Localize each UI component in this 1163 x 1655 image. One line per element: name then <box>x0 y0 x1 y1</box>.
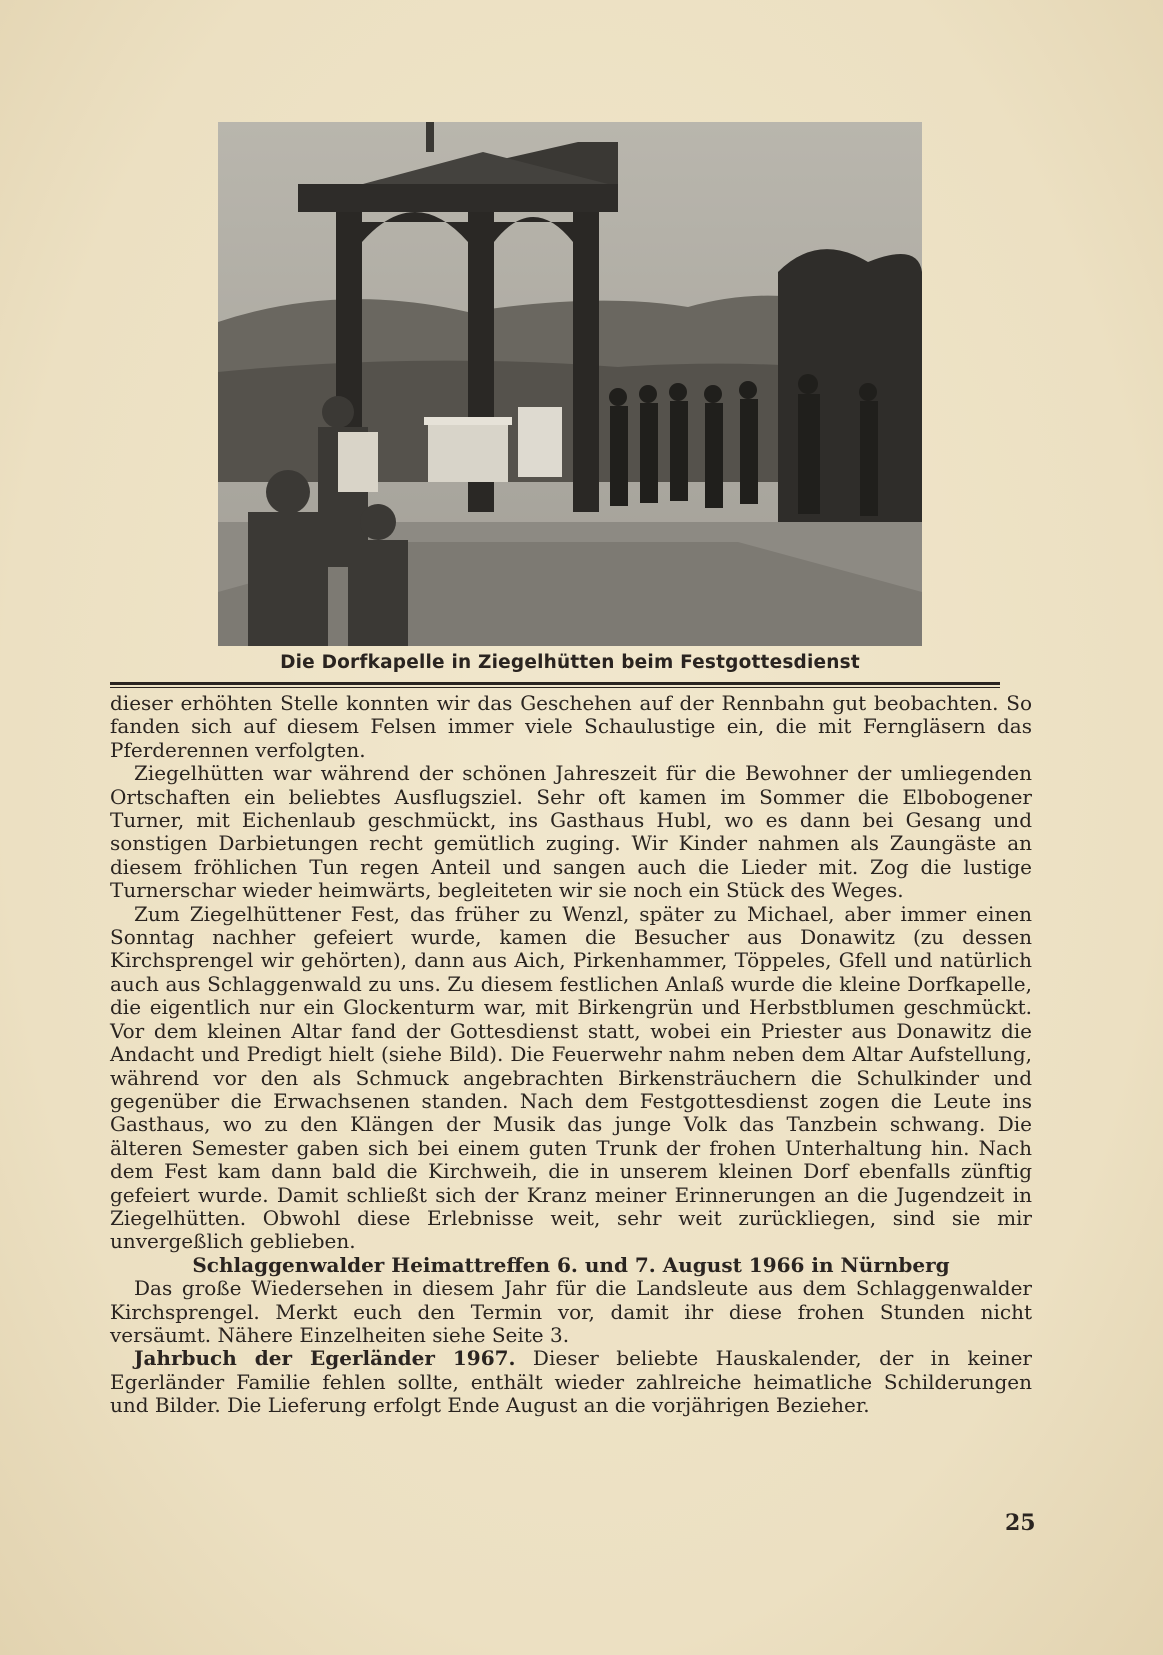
chapel-photo <box>218 122 922 646</box>
divider-thin <box>110 687 1000 688</box>
jahrbuch-paragraph <box>110 1347 1032 1417</box>
paragraph: Ziegelhütten war während der schönen Jahreszeit für die Bewohner der umliegenden Ortschaften ein beliebtes Ausflugsziel. Sehr oft kamen im Sommer die Elbobogener Turner, mit Eichenlaub geschmückt, ins Gasthaus Hubl, wo es dann bei Gesang und sonstigen Darbietungen recht gemütlich zuging. Wir Kinder nahmen als Zaungäste an diesem fröhlichen Tun regen Anteil und sangen auch die Lieder mit. Zog die lustige Turnerschar wieder heimwärts, begleiteten wir sie noch ein Stück des Weges. <box>110 761 1032 903</box>
jahrbuch-title: Jahrbuch der Egerländer 1967. <box>134 1346 516 1371</box>
article-body <box>110 692 1032 1418</box>
announcement-heading: Schlaggenwalder Heimattreffen 6. und 7. August 1966 in Nürnberg <box>192 1252 950 1277</box>
announcement-text: Das große Wiedersehen in diesem Jahr für die Landsleute aus dem Schlaggenwalder Kirchsprengel. Merkt euch den Termin vor, damit ihr diese frohen Stunden nicht versäumt. Nähere Einzelheiten siehe Seite 3. <box>110 1276 1032 1347</box>
divider-thick <box>110 682 1000 685</box>
page-number: 25 <box>1005 1510 1036 1536</box>
photo-caption: Die Dorfkapelle in Ziegelhütten beim Festgottesdienst <box>280 652 860 673</box>
paragraph: Zum Ziegelhüttener Fest, das früher zu Wenzl, später zu Michael, aber immer einen Sonntag nachher gefeiert wurde, kamen die Besucher aus Donawitz (zu dessen Kirchsprengel wir gehörten), dann aus Aich, Pirkenhammer, Töppeles, Gfell und natürlich auch aus Schlaggenwald zu uns. Zu diesem festlichen Anlaß wurde die kleine Dorfkapelle, die eigentlich nur ein Glockenturm war, mit Birkengrün und Herbstblumen geschmückt. Vor dem kleinen Altar fand der Gottesdienst statt, wobei ein Priester aus Donawitz die Andacht und Predigt hielt (siehe Bild). Die Feuerwehr nahm neben dem Altar Aufstellung, während vor den als Schmuck angebrachten Birkensträuchern die Schulkinder und gegenüber die Erwachsenen standen. Nach dem Festgottesdienst zogen die Leute ins Gasthaus, wo zu den Klängen der Musik das junge Volk das Tanzbein schwang. Die älteren Semester gaben sich bei einem guten Trunk der frohen Unterhaltung hin. Nach dem Fest kam dann bald die Kirchweih, die in unserem kleinen Dorf ebenfalls zünftig gefeiert wurde. Damit schließt sich der Kranz meiner Erinnerungen an die Jugendzeit in Ziegelhütten. Obwohl diese Erlebnisse weit, sehr weit zurückliegen, sind sie mir unvergeßlich geblieben. <box>110 901 1032 1254</box>
jahrbuch-text: Dieser beliebte Hauskalender, der in keiner Egerländer Familie fehlen sollte, enthält wieder zahlreiche heimatliche Schilderungen und Bilder. Die Lieferung erfolgt Ende August an die vorjährigen Bezieher. <box>110 1346 1032 1418</box>
paragraph: dieser erhöhten Stelle konnten wir das Geschehen auf der Rennbahn gut beobachten. So fanden sich auf diesem Felsen immer viele Schaulustige ein, die mit Ferngläsern das Pferderennen verfolgten. <box>110 691 1032 762</box>
